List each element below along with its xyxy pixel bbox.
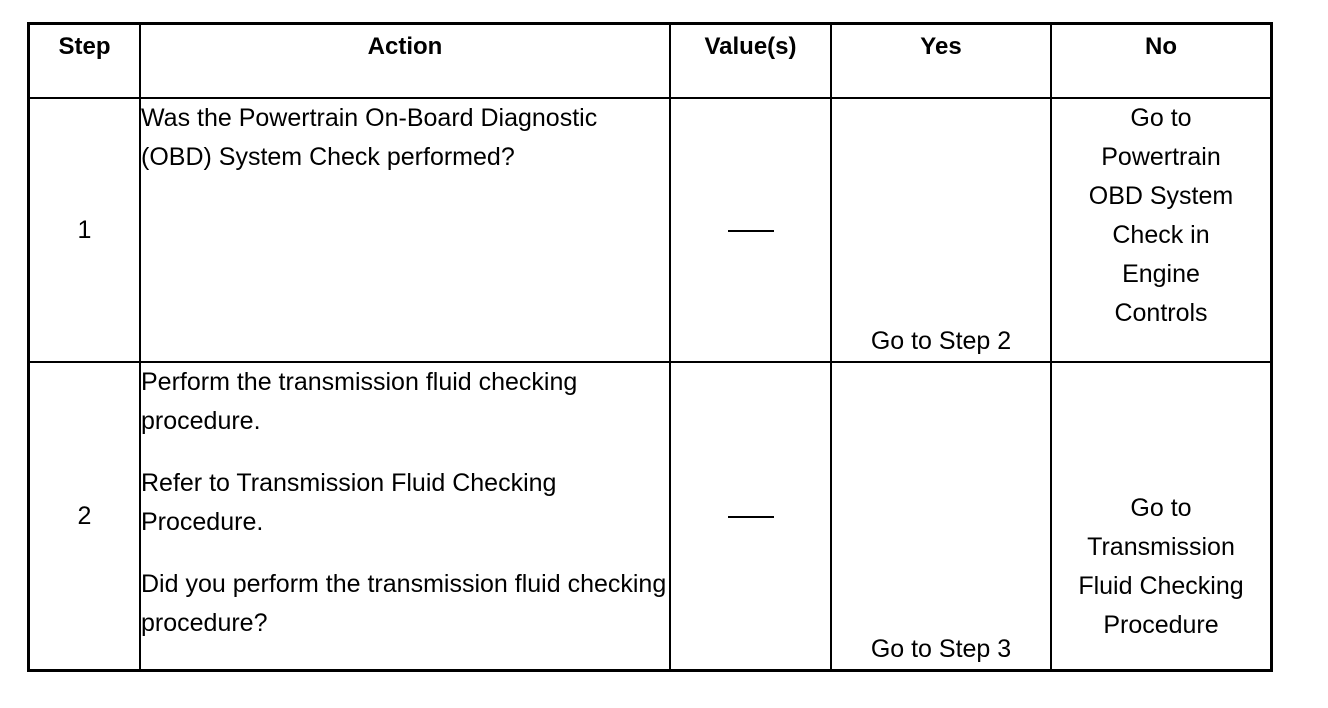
diagnostic-table xyxy=(30,25,1270,669)
diagnostic-table-frame xyxy=(27,22,1273,672)
no-text-line: Powertrain xyxy=(1101,143,1221,171)
value-dash xyxy=(728,516,774,518)
action-text: Refer to Transmission Fluid Checking Procedure. xyxy=(141,469,557,536)
no-text-line: Procedure xyxy=(1103,611,1219,639)
no-text-line: Transmission xyxy=(1087,533,1235,561)
table-row xyxy=(30,362,1270,669)
table-row xyxy=(30,98,1270,362)
step-number: 1 xyxy=(30,98,140,362)
no-text-line: Engine xyxy=(1122,260,1200,288)
header-yes: Yes xyxy=(831,25,1051,98)
no-cell xyxy=(1051,98,1270,362)
no-cell xyxy=(1051,362,1270,669)
no-text-line: OBD System xyxy=(1088,182,1234,210)
header-step: Step xyxy=(30,25,140,98)
header-action: Action xyxy=(140,25,670,98)
table-header-row xyxy=(30,25,1270,98)
action-cell xyxy=(140,98,670,362)
header-values: Value(s) xyxy=(670,25,831,98)
value-dash xyxy=(728,230,774,232)
no-text-line: Go to xyxy=(1130,494,1192,522)
step-number: 2 xyxy=(30,362,140,669)
value-cell xyxy=(670,98,831,362)
no-text-line: Fluid Checking xyxy=(1078,572,1244,600)
value-cell xyxy=(670,362,831,669)
no-text-line: Check in xyxy=(1112,221,1210,249)
header-no: No xyxy=(1051,25,1270,98)
no-text-line: Controls xyxy=(1114,299,1208,327)
yes-cell: Go to Step 3 xyxy=(831,362,1051,669)
no-text-line: Go to xyxy=(1130,104,1192,132)
action-text: Did you perform the transmission fluid checking procedure? xyxy=(141,570,667,637)
action-text: Perform the transmission fluid checking procedure. xyxy=(141,368,578,435)
action-text: Was the Powertrain On-Board Diagnostic (OBD) System Check performed? xyxy=(141,104,598,171)
action-cell xyxy=(140,362,670,669)
yes-cell: Go to Step 2 xyxy=(831,98,1051,362)
